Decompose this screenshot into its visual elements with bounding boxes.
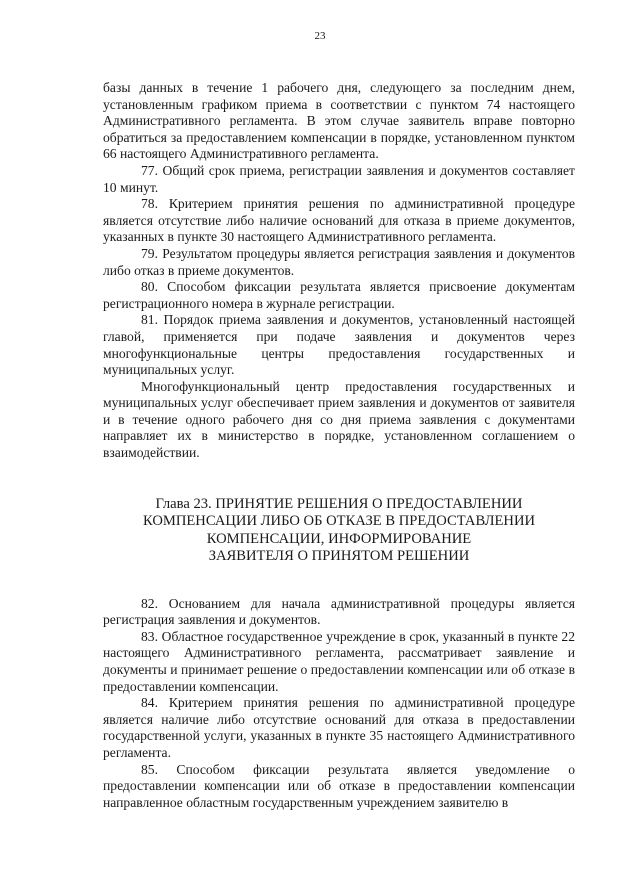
page-number: 23 [314, 30, 326, 42]
paragraph-79: 79. Результатом процедуры является регистрация заявления и документов либо отказ в приеме документов. [103, 245, 575, 278]
document-body [103, 80, 575, 811]
paragraph-81: 81. Порядок приема заявления и документов, установленный настоящей главой, применяется при подаче заявления и документов через многофункциональные центры предоставления государственных и муниципальных услуг. [103, 312, 575, 378]
paragraph-82: 82. Основанием для начала административной процедуры является регистрация заявления и документов. [103, 595, 575, 628]
paragraph-mfc: Многофункциональный центр предоставления государственных и муниципальных услуг обеспечивает прием заявления и документов от заявителя и в течение одного рабочего дня со дня приема заявления с документами направляет их в министерство в порядке, установленном соглашением о взаимодействии. [103, 378, 575, 461]
paragraph-83: 83. Областное государственное учреждение в срок, указанный в пункте 22 настоящего Административного регламента, рассматривает заявление и документы и принимает решение о предоставлении компенсации или об отказе в предоставлении компенсации. [103, 628, 575, 694]
paragraph-78: 78. Критерием принятия решения по административной процедуре является отсутствие либо наличие оснований для отказа в приеме документов, указанных в пункте 30 настоящего Административного регламента. [103, 196, 575, 245]
chapter-heading-line: КОМПЕНСАЦИИ, ИНФОРМИРОВАНИЕ [206, 530, 472, 547]
paragraph-77: 77. Общий срок приема, регистрации заявления и документов составляет 10 минут. [103, 162, 575, 195]
chapter-heading-line: КОМПЕНСАЦИИ ЛИБО ОБ ОТКАЗЕ В ПРЕДОСТАВЛЕНИИ [142, 513, 536, 530]
paragraph-85: 85. Способом фиксации результата является уведомление о предоставлении компенсации или об отказе в предоставлении компенсации направленное областным государственным учреждением заявителю в [103, 761, 575, 810]
paragraph-continuation: базы данных в течение 1 рабочего дня, следующего за последним днем, установленным графиком приема в соответствии с пунктом 74 настоящего Административного регламента. В этом случае заявитель вправе повторно обратиться за предоставлением компенсации в порядке, установленном пунктом 66 настоящего Административного регламента. [103, 80, 575, 162]
chapter-heading-line: ЗАЯВИТЕЛЯ О ПРИНЯТОМ РЕШЕНИИ [208, 548, 470, 565]
paragraph-80: 80. Способом фиксации результата является присвоение документам регистрационного номера в журнале регистрации. [103, 279, 575, 311]
paragraph-84: 84. Критерием принятия решения по административной процедуре является наличие либо отсутствие оснований для отказа в предоставлении государственной услуги, указанных в пункте 35 настоящего Административного регламента. [103, 695, 575, 760]
chapter-heading-line: Глава 23. ПРИНЯТИЕ РЕШЕНИЯ О ПРЕДОСТАВЛЕНИИ [155, 495, 523, 512]
chapter-heading [103, 496, 575, 566]
